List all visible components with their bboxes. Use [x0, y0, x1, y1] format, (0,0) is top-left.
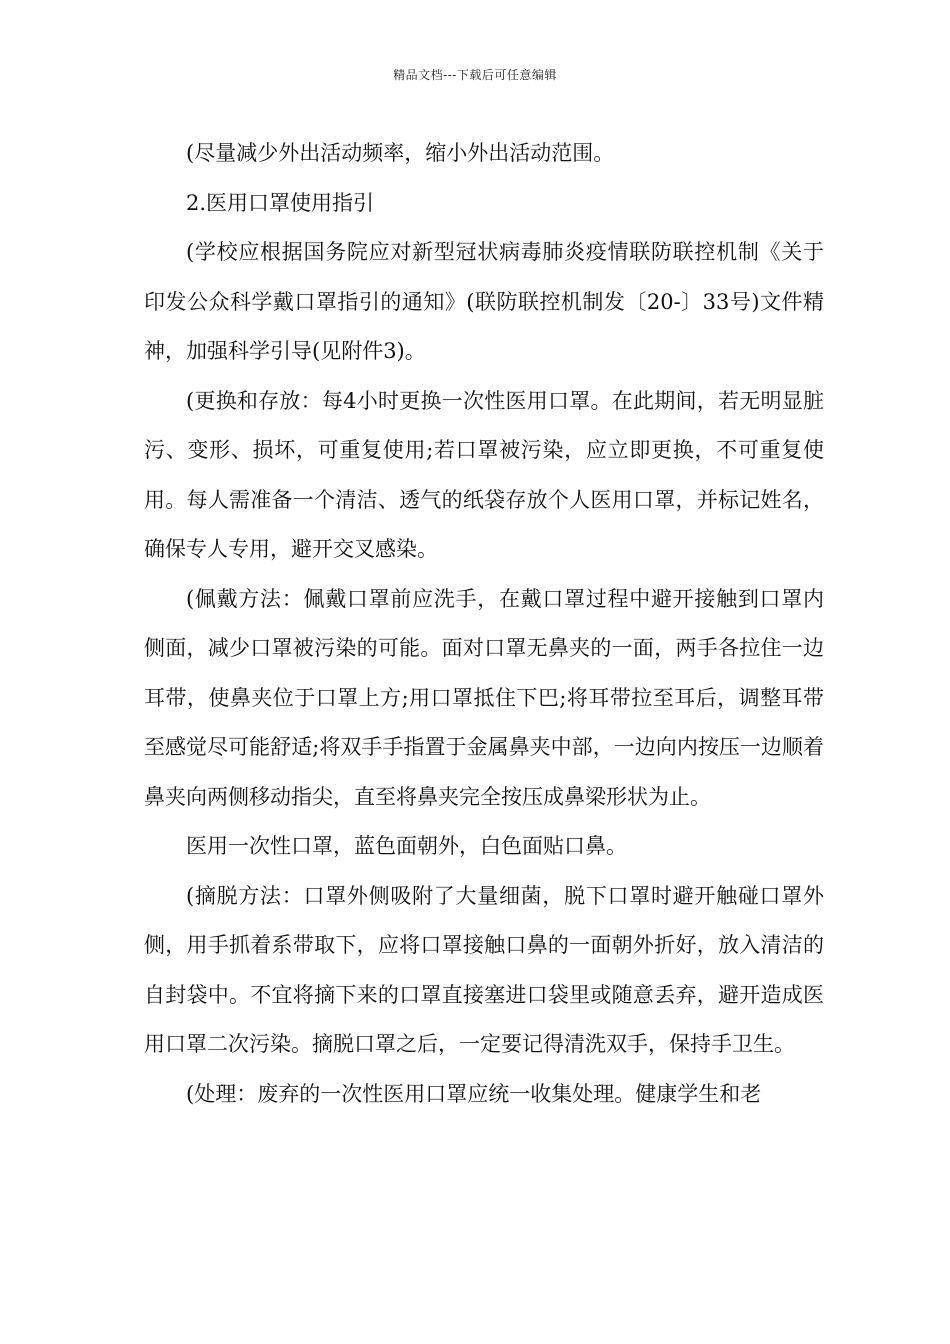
paragraph-removal-method: (摘脱方法：口罩外侧吸附了大量细菌，脱下口罩时避开触碰口罩外侧，用手抓着系带取下，应将口罩接触口鼻的一面朝外折好，放入清洁的自封袋中。不宜将摘下来的口罩直接塞进口袋里或随意丢弃，避开造成医用口罩二次污染。摘脱口罩之后，一定要记得清洗双手，保持手卫生。	[144, 883, 824, 1056]
paragraph-disposal: (处理：废弃的一次性医用口罩应统一收集处理。健康学生和老	[186, 1081, 762, 1106]
page-header: 精品文档---下载后可任意编辑	[393, 68, 557, 82]
paragraph-wearing-method: (佩戴方法：佩戴口罩前应洗手，在戴口罩过程中避开接触到口罩内侧面，减少口罩被污染的可能。面对口罩无鼻夹的一面，两手各拉住一边耳带，使鼻夹位于口罩上方;用口罩抵住下巴;将耳带拉至耳后，调整耳带至感觉尽可能舒适;将双手手指置于金属鼻夹中部，一边向内按压一边顺着鼻夹向两侧移动指尖，直至将鼻夹完全按压成鼻梁形状为止。	[144, 586, 824, 809]
document-body	[144, 129, 824, 1119]
paragraph-disposable-mask: 医用一次性口罩，蓝色面朝外，白色面贴口鼻。	[186, 834, 627, 858]
paragraph-school-guidance: (学校应根据国务院应对新型冠状病毒肺炎疫情联防联控机制《关于印发公众科学戴口罩指引的通知》(联防联控机制发〔20-〕33号)文件精神，加强科学引导(见附件3)。	[144, 240, 824, 363]
paragraph-replace-storage: (更换和存放：每4小时更换一次性医用口罩。在此期间，若无明显脏污、变形、损坏，可重复使用;若口罩被污染，应立即更换，不可重复使用。每人需准备一个清洁、透气的纸袋存放个人医用口罩，并标记姓名，确保专人专用，避开交叉感染。	[144, 388, 824, 561]
section-heading-mask-guide: 2.医用口罩使用指引	[186, 190, 375, 215]
paragraph-activity-limit: (尽量减少外出活动频率，缩小外出活动范围。	[186, 141, 615, 165]
